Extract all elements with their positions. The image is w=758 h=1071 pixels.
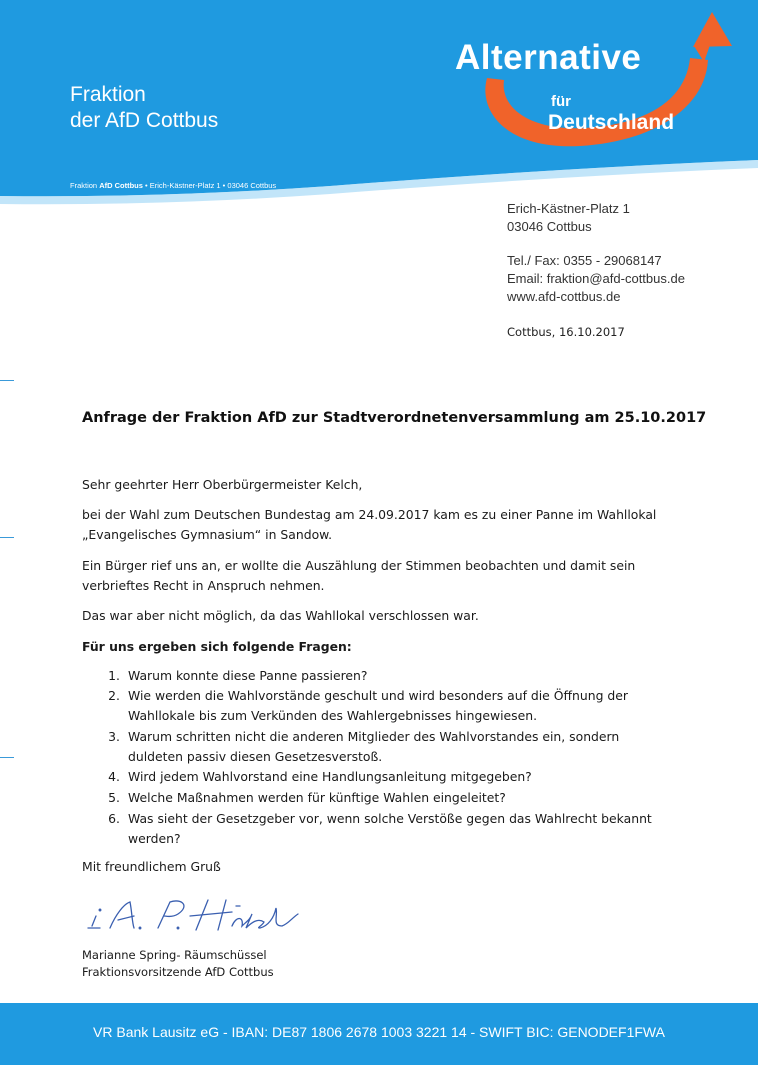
- logo-fuer: für: [551, 93, 571, 110]
- paragraph-2-line-1: Ein Bürger rief uns an, er wollte die Auszählung der Stimmen beobachten und damit sein: [82, 558, 636, 573]
- footer-bank-details: VR Bank Lausitz eG - IBAN: DE87 1806 2678 1003 3221 14 - SWIFT BIC: GENODEF1FWA: [93, 1024, 665, 1040]
- question-number: 4.: [108, 769, 120, 784]
- question-text: Wird jedem Wahlvorstand eine Handlungsanleitung mitgegeben?: [128, 769, 532, 784]
- signer-title: Fraktionsvorsitzende AfD Cottbus: [82, 965, 274, 979]
- question-text: Welche Maßnahmen werden für künftige Wahlen eingeleitet?: [128, 790, 506, 805]
- question-number: 1.: [108, 668, 120, 683]
- question-text: Wahllokale bis zum Verkünden des Wahlergebnisses hingewiesen.: [128, 708, 538, 723]
- paragraph-1-line-2: „Evangelisches Gymnasium“ in Sandow.: [82, 527, 333, 542]
- question-text: duldeten passiv diesen Gesetzesverstoß.: [128, 749, 383, 764]
- footer-band: [0, 1003, 758, 1065]
- contact-city: 03046 Cottbus: [507, 219, 592, 234]
- question-text: Wie werden die Wahlvorstände geschult und wird besonders auf die Öffnung der: [128, 688, 628, 703]
- salutation: Sehr geehrter Herr Oberbürgermeister Kelch,: [82, 477, 363, 492]
- signer-name: Marianne Spring- Räumschüssel: [82, 948, 267, 962]
- closing: Mit freundlichem Gruß: [82, 859, 221, 874]
- letter-date: Cottbus, 16.10.2017: [507, 325, 625, 339]
- question-text: Was sieht der Gesetzgeber vor, wenn solche Verstöße gegen das Wahlrecht bekannt: [128, 811, 652, 826]
- contact-web: www.afd-cottbus.de: [507, 289, 621, 304]
- paragraph-1-line-1: bei der Wahl zum Deutschen Bundestag am 24.09.2017 kam es zu einer Panne im Wahllokal: [82, 507, 657, 522]
- header-fraktion-line1: Fraktion: [70, 83, 146, 106]
- sender-address-line: [70, 181, 276, 190]
- fold-mark: [0, 380, 14, 381]
- question-number: 5.: [108, 790, 120, 805]
- question-text: Warum schritten nicht die anderen Mitglieder des Wahlvorstandes ein, sondern: [128, 729, 620, 744]
- logo-alternative: Alternative: [455, 38, 642, 77]
- question-text: Warum konnte diese Panne passieren?: [128, 668, 368, 683]
- sender-prefix: Fraktion: [70, 181, 98, 190]
- sender-rest: • Erich-Kästner-Platz 1 • 03046 Cottbus: [145, 181, 277, 190]
- questions-heading: Für uns ergeben sich folgende Fragen:: [82, 639, 352, 654]
- fold-mark: [0, 757, 14, 758]
- contact-street: Erich-Kästner-Platz 1: [507, 201, 630, 216]
- contact-email: Email: fraktion@afd-cottbus.de: [507, 271, 685, 286]
- contact-tel: Tel./ Fax: 0355 - 29068147: [507, 253, 662, 268]
- question-number: 2.: [108, 688, 120, 703]
- paragraph-3: Das war aber nicht möglich, da das Wahllokal verschlossen war.: [82, 608, 479, 623]
- question-number: 6.: [108, 811, 120, 826]
- paragraph-2-line-2: verbrieftes Recht in Anspruch nehmen.: [82, 578, 325, 593]
- punch-mark: [0, 537, 14, 538]
- question-text: werden?: [128, 831, 181, 846]
- logo-deutschland: Deutschland: [548, 111, 675, 134]
- sender-bold: AfD Cottbus: [99, 181, 143, 190]
- question-number: 3.: [108, 729, 120, 744]
- handwritten-signature: [86, 892, 306, 940]
- header-fraktion-line2: der AfD Cottbus: [70, 109, 219, 132]
- letter-subject: Anfrage der Fraktion AfD zur Stadtverordnetenversammlung am 25.10.2017: [82, 410, 707, 426]
